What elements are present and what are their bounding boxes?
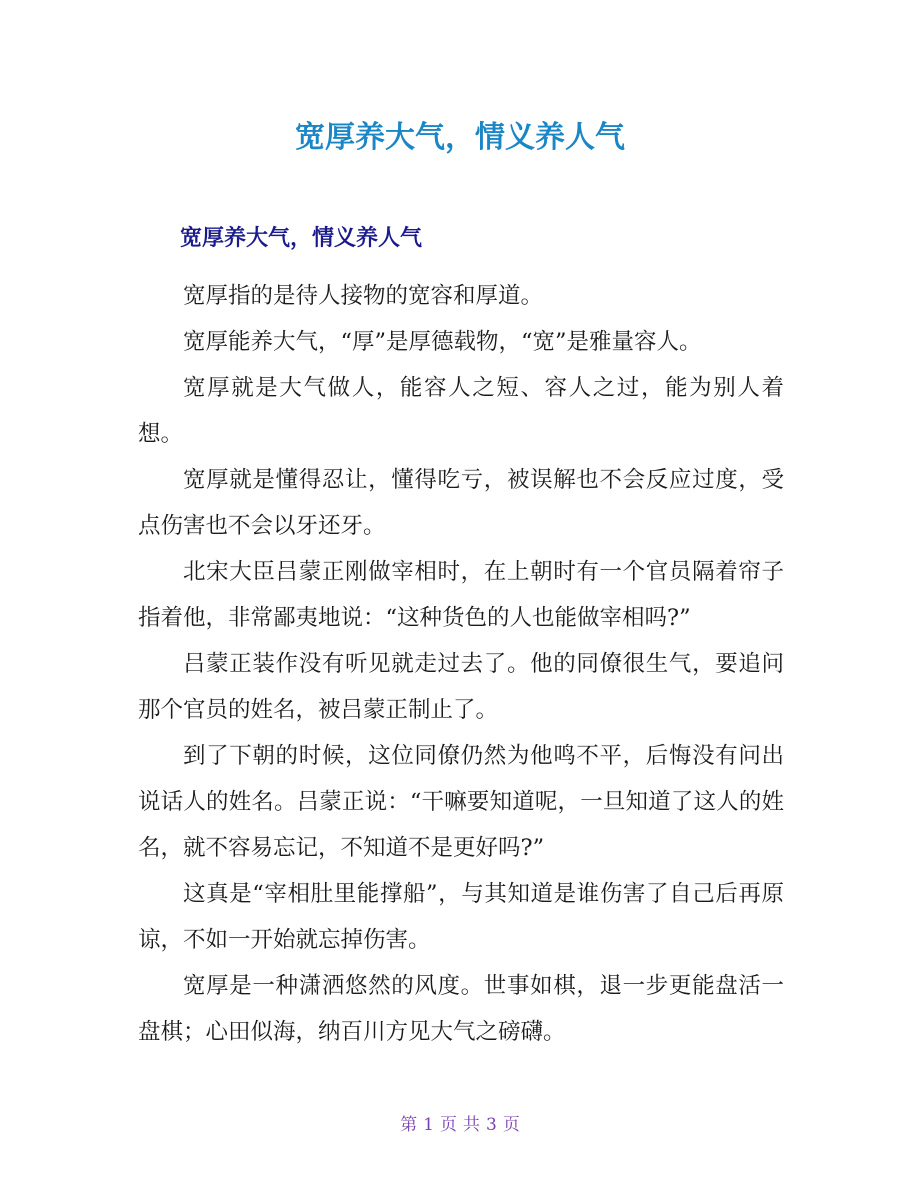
page-title: 宽厚养大气，情义养人气: [295, 120, 625, 155]
paragraph: 北宋大臣吕蒙正刚做宰相时，在上朝时有一个官员隔着帘子指着他，非常鄙夷地说：“这种货色的人也能做宰相吗?”: [138, 559, 784, 631]
footer-prefix: 第: [400, 1115, 418, 1135]
paragraph: 宽厚就是懂得忍让，懂得吃亏，被误解也不会反应过度，受点伤害也不会以牙还牙。: [138, 467, 784, 539]
paragraph: 吕蒙正装作没有听见就走过去了。他的同僚很生气，要追问那个官员的姓名，被吕蒙正制止了。: [138, 651, 784, 723]
paragraph: 宽厚是一种潇洒悠然的风度。世事如棋，退一步更能盘活一盘棋；心田似海，纳百川方见大气之磅礴。: [138, 973, 784, 1045]
paragraph: 这真是“宰相肚里能撑船”，与其知道是谁伤害了自己后再原谅，不如一开始就忘掉伤害。: [138, 881, 784, 953]
footer-page-unit: 页: [440, 1115, 457, 1135]
paragraph: 到了下朝的时候，这位同僚仍然为他鸣不平，后悔没有问出说话人的姓名。吕蒙正说：“干嘛要知道呢，一旦知道了这人的姓名，就不容易忘记，不知道不是更好吗?”: [138, 743, 784, 861]
footer-current-page: 1: [423, 1115, 434, 1135]
footer-total-pages: 3: [486, 1115, 497, 1135]
page-footer: [0, 1112, 920, 1138]
paragraph: 宽厚能养大气，“厚”是厚德载物，“宽”是雅量容人。: [183, 329, 702, 355]
paragraph: 宽厚指的是待人接物的宽容和厚道。: [183, 283, 544, 309]
document-body: [138, 273, 784, 1055]
footer-total-unit: 页: [502, 1115, 520, 1135]
paragraph: 宽厚就是大气做人，能容人之短、容人之过，能为别人着想。: [138, 375, 784, 447]
footer-total-prefix: 共: [463, 1115, 480, 1135]
section-heading: 宽厚养大气，情义养人气: [180, 226, 423, 251]
